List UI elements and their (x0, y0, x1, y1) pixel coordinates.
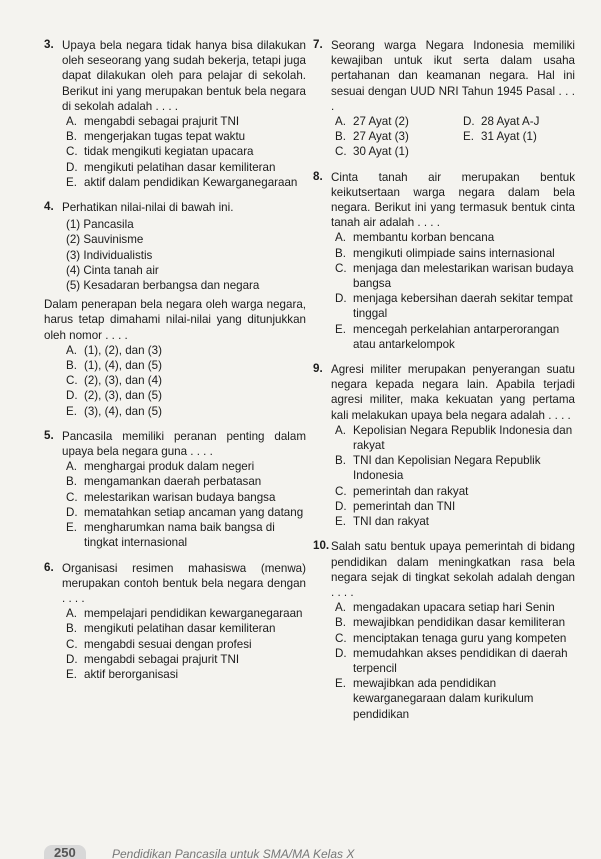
option-c[interactable]: C. menjaga dan melestarikan warisan budaya bangsa (335, 261, 574, 291)
option-e[interactable]: E. aktif berorganisasi (66, 667, 179, 681)
option-b[interactable]: B. TNI dan Kepolisian Negara Republik Indonesia (335, 454, 541, 483)
option-e[interactable]: E. mewajibkan ada pendidikan kewarganegaraan dalam kurikulum pendidikan (335, 677, 534, 721)
option-d[interactable]: D. mengikuti pelatihan dasar kemiliteran (66, 160, 276, 174)
option-d[interactable]: D. menjaga kebersihan daerah sekitar tempat tinggal (335, 292, 573, 321)
question-text: Organisasi resimen mahasiswa (menwa) merupakan contoh bentuk bela negara dengan . . . . (62, 561, 306, 605)
question-text: Upaya bela negara tidak hanya bisa dilakukan oleh seseorang yang sudah bekerja, tetapi juga dapat dilakukan oleh para pelajar di sekolah. Berikut ini yang merupakan bentuk bela negara di sekolah adalah . . . . (62, 39, 306, 113)
question-text: Agresi militer merupakan penyerangan suatu negara kepada negara lain. Apabila terjadi agresi militer, maka kekuatan yang pertama kali melakukan upaya bela negara adalah . . . . (331, 363, 575, 422)
option-d[interactable]: D. pemerintah dan TNI (335, 499, 456, 513)
list-item: (5) Kesadaran berbangsa dan negara (66, 279, 260, 293)
question-number: 8. (313, 169, 323, 183)
question-text: Pancasila memiliki peranan penting dalam upaya bela negara guna . . . . (62, 429, 306, 459)
question-number: 5. (44, 428, 54, 442)
question-followup: Dalam penerapan bela negara oleh warga negara, harus tetap dimahami nilai-nilai yang ditunjukkan oleh nomor . . . . (44, 298, 306, 342)
question-10 (313, 539, 575, 721)
question-8 (313, 170, 575, 352)
option-c[interactable]: C. menciptakan tenaga guru yang kompeten (335, 631, 567, 645)
question-text: Salah satu bentuk upaya pemerintah di bidang pendidikan dalam meningkatkan rasa bela negara sejak di tingkat sekolah adalah dengan . . . . (331, 540, 575, 599)
option-d[interactable]: D. mematahkan setiap ancaman yang datang (66, 505, 304, 519)
option-e[interactable]: E. (3), (4), dan (5) (66, 404, 162, 418)
question-5 (44, 429, 306, 551)
option-c[interactable]: C. 30 Ayat (1) (335, 145, 409, 159)
question-4 (44, 200, 306, 419)
option-c[interactable]: C. pemerintah dan rakyat (335, 484, 469, 498)
list-item: (3) Individualistis (66, 248, 153, 262)
question-6 (44, 561, 306, 683)
question-text: Cinta tanah air merupakan bentuk keikutsertaan warga negara dalam bela negara. Berikut ini yang termasuk bentuk cinta tanah air adalah . . . . (331, 170, 575, 230)
book-title: Pendidikan Pancasila untuk SMA/MA Kelas X (112, 847, 355, 859)
option-b[interactable]: B. (1), (4), dan (5) (66, 359, 162, 373)
option-a[interactable]: A. Kepolisian Negara Republik Indonesia dan rakyat (335, 423, 573, 453)
option-a[interactable]: A. menghargai produk dalam negeri (66, 460, 255, 474)
option-a[interactable]: A. 27 Ayat (2) (335, 115, 409, 129)
option-b[interactable]: B. mengikuti pelatihan dasar kemiliteran (66, 622, 276, 636)
answer-options (66, 343, 306, 419)
option-c[interactable]: C. mengabdi sesuai dengan profesi (66, 637, 252, 651)
list-item: (4) Cinta tanah air (66, 263, 159, 277)
question-7 (313, 38, 575, 160)
value-list (66, 217, 306, 293)
question-number: 4. (44, 200, 54, 214)
question-number: 7. (313, 38, 323, 51)
answer-options (335, 230, 575, 352)
page-footer (44, 841, 564, 859)
answer-options (66, 606, 306, 682)
option-d[interactable]: D. 28 Ayat A-J (463, 115, 540, 129)
list-item: (2) Sauvinisme (66, 233, 144, 247)
option-e[interactable]: E. 31 Ayat (1) (463, 130, 537, 144)
right-column (313, 38, 575, 732)
page-number: 250 (44, 845, 86, 859)
option-e[interactable]: E. mencegah perkelahian antarperorangan atau antarkelompok (335, 322, 560, 351)
option-a[interactable]: A. membantu korban bencana (335, 231, 495, 245)
answer-options (335, 114, 575, 160)
option-a[interactable]: A. (1), (2), dan (3) (66, 343, 162, 357)
option-a[interactable]: A. mempelajari pendidikan kewarganegaraan (66, 607, 303, 621)
option-a[interactable]: A. mengadakan upacara setiap hari Senin (335, 601, 555, 615)
option-e[interactable]: E. mengharumkan nama baik bangsa di tingkat internasional (66, 521, 275, 550)
left-column (44, 38, 306, 692)
option-a[interactable]: A. mengabdi sebagai prajurit TNI (66, 115, 240, 129)
question-text: Seorang warga Negara Indonesia memiliki kewajiban untuk ikut serta dalam usaha pertahanan dan keamanan negara. Hal ini sesuai dengan UUD NRI Tahun 1945 Pasal . . . . (331, 39, 575, 113)
option-b[interactable]: B. mengikuti olimpiade sains internasional (335, 246, 555, 260)
question-number: 3. (44, 38, 54, 51)
list-item: (1) Pancasila (66, 218, 134, 232)
question-text: Perhatikan nilai-nilai di bawah ini. (62, 201, 234, 215)
question-3 (44, 38, 306, 190)
option-d[interactable]: D. (2), (3), dan (5) (66, 389, 162, 403)
answer-options (335, 423, 575, 529)
option-b[interactable]: B. mewajibkan pendidikan dasar kemiliteran (335, 616, 566, 630)
option-b[interactable]: B. mengamankan daerah perbatasan (66, 475, 262, 489)
option-c[interactable]: C. tidak mengikuti kegiatan upacara (66, 145, 254, 159)
answer-options (335, 600, 575, 722)
option-b[interactable]: B. 27 Ayat (3) (335, 130, 409, 144)
question-number: 9. (313, 362, 323, 376)
question-number: 10. (313, 539, 330, 553)
answer-options (66, 459, 306, 550)
option-b[interactable]: B. mengerjakan tugas tepat waktu (66, 130, 246, 144)
option-e[interactable]: E. TNI dan rakyat (335, 515, 430, 529)
option-d[interactable]: D. memudahkan akses pendidikan di daerah terpencil (335, 646, 568, 675)
option-c[interactable]: C. (2), (3), dan (4) (66, 374, 162, 388)
option-c[interactable]: C. melestarikan warisan budaya bangsa (66, 490, 276, 504)
option-e[interactable]: E. aktif dalam pendidikan Kewarganegaraan (66, 175, 298, 189)
question-number: 6. (44, 560, 54, 574)
answer-options (66, 114, 306, 190)
question-9 (313, 362, 575, 529)
option-d[interactable]: D. mengabdi sebagai prajurit TNI (66, 652, 240, 666)
